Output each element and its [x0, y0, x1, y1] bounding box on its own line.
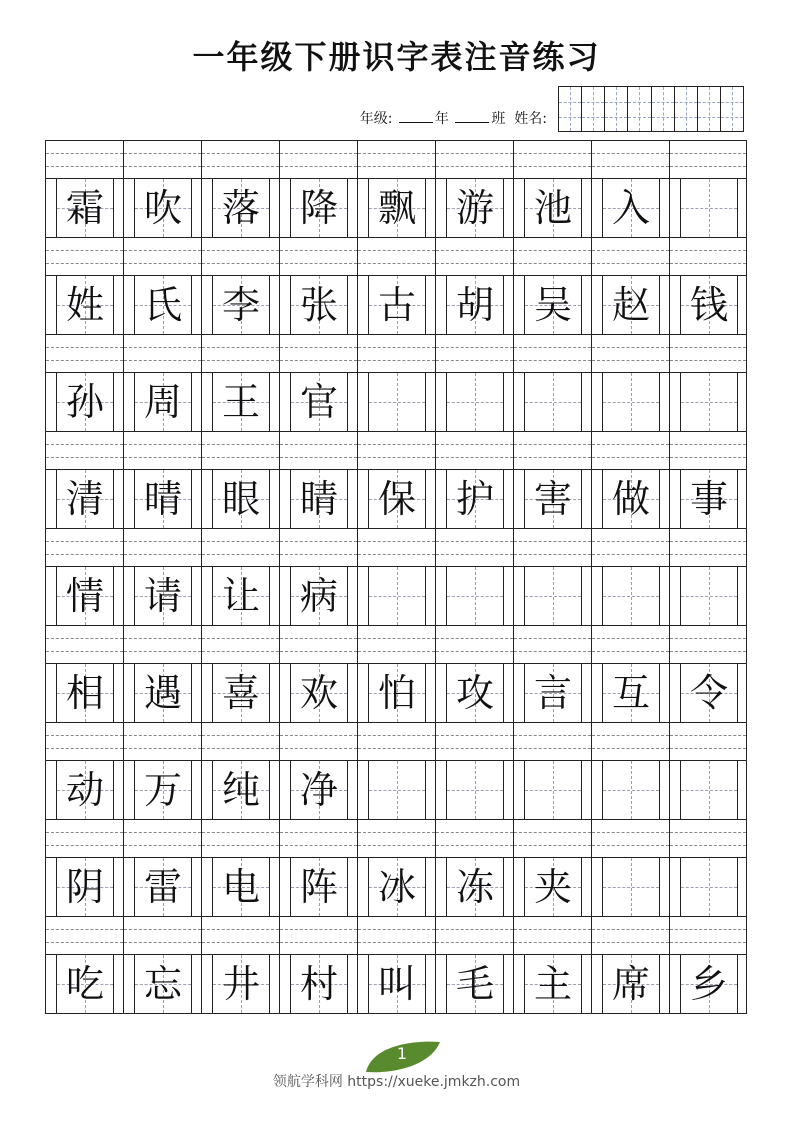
hanzi: 吹	[143, 186, 182, 230]
hanzi: 胡	[455, 283, 494, 327]
hanzi: 阵	[299, 865, 338, 909]
character-cell	[201, 664, 279, 722]
pinyin-cell[interactable]	[201, 140, 279, 178]
hanzi	[670, 761, 748, 819]
character-cell	[435, 858, 513, 916]
hanzi: 动	[65, 768, 104, 812]
hanzi: 王	[221, 380, 260, 424]
pinyin-cell[interactable]	[45, 528, 123, 566]
hanzi: 叫	[377, 962, 416, 1006]
character-row	[45, 857, 747, 916]
pinyin-cell[interactable]	[279, 819, 357, 857]
hanzi: 孙	[65, 380, 104, 424]
character-cell	[279, 276, 357, 334]
character-row	[45, 566, 747, 625]
hanzi	[514, 567, 592, 625]
class-label: 班	[491, 111, 506, 127]
hanzi: 李	[221, 283, 260, 327]
pinyin-row	[45, 916, 747, 954]
hanzi: 忘	[143, 962, 182, 1006]
pinyin-cell[interactable]	[357, 722, 435, 760]
character-cell	[669, 276, 747, 334]
pinyin-cell[interactable]	[669, 334, 747, 372]
character-cell	[45, 276, 123, 334]
character-cell	[513, 373, 591, 431]
character-grid	[45, 140, 747, 1014]
pinyin-cell[interactable]	[513, 916, 591, 954]
pinyin-cell[interactable]	[123, 625, 201, 663]
character-cell	[123, 470, 201, 528]
character-cell	[435, 470, 513, 528]
character-row	[45, 663, 747, 722]
hanzi	[436, 761, 514, 819]
character-cell	[591, 470, 669, 528]
hanzi: 席	[611, 962, 650, 1006]
pinyin-cell[interactable]	[201, 625, 279, 663]
character-cell	[279, 373, 357, 431]
pinyin-row	[45, 722, 747, 760]
hanzi: 情	[65, 574, 104, 618]
character-cell	[357, 276, 435, 334]
pinyin-cell[interactable]	[123, 334, 201, 372]
pinyin-row	[45, 528, 747, 566]
pinyin-cell[interactable]	[201, 916, 279, 954]
character-cell	[123, 276, 201, 334]
hanzi: 言	[533, 671, 572, 715]
pinyin-cell[interactable]	[591, 237, 669, 275]
class-blank[interactable]	[455, 110, 489, 123]
hanzi: 做	[611, 477, 650, 521]
character-cell	[591, 179, 669, 237]
character-cell	[669, 567, 747, 625]
hanzi	[436, 373, 514, 431]
character-row	[45, 178, 747, 237]
grid-bottom-border	[45, 1013, 747, 1014]
pinyin-cell[interactable]	[45, 722, 123, 760]
character-cell	[45, 470, 123, 528]
hanzi	[670, 567, 748, 625]
name-box[interactable]	[721, 87, 743, 131]
character-cell	[435, 664, 513, 722]
pinyin-cell[interactable]	[591, 140, 669, 178]
hanzi: 钱	[689, 283, 728, 327]
hanzi: 请	[143, 574, 182, 618]
hanzi: 池	[533, 186, 572, 230]
pinyin-cell[interactable]	[591, 431, 669, 469]
name-box[interactable]	[582, 87, 605, 131]
hanzi: 遇	[143, 671, 182, 715]
pinyin-cell[interactable]	[357, 625, 435, 663]
character-cell	[513, 858, 591, 916]
character-row	[45, 275, 747, 334]
character-cell	[513, 761, 591, 819]
character-cell	[123, 373, 201, 431]
hanzi: 病	[299, 574, 338, 618]
character-cell	[123, 858, 201, 916]
pinyin-cell[interactable]	[435, 916, 513, 954]
character-cell	[591, 858, 669, 916]
pinyin-cell[interactable]	[279, 237, 357, 275]
character-cell	[123, 761, 201, 819]
pinyin-cell[interactable]	[591, 819, 669, 857]
hanzi	[358, 567, 436, 625]
character-cell	[669, 373, 747, 431]
pinyin-cell[interactable]	[591, 916, 669, 954]
character-cell	[357, 761, 435, 819]
character-cell	[201, 761, 279, 819]
hanzi: 互	[611, 671, 650, 715]
pinyin-cell[interactable]	[357, 431, 435, 469]
character-cell	[357, 567, 435, 625]
character-cell	[591, 761, 669, 819]
pinyin-cell[interactable]	[591, 528, 669, 566]
pinyin-cell[interactable]	[45, 431, 123, 469]
pinyin-cell[interactable]	[513, 431, 591, 469]
hanzi: 赵	[611, 283, 650, 327]
character-cell	[435, 761, 513, 819]
pinyin-cell[interactable]	[45, 237, 123, 275]
hanzi	[670, 373, 748, 431]
character-cell	[591, 276, 669, 334]
pinyin-cell[interactable]	[123, 916, 201, 954]
year-label: 年	[434, 111, 449, 127]
hanzi: 张	[299, 283, 338, 327]
character-cell	[513, 955, 591, 1013]
pinyin-cell[interactable]	[123, 722, 201, 760]
pinyin-cell[interactable]	[513, 528, 591, 566]
hanzi: 古	[377, 283, 416, 327]
name-box[interactable]	[559, 87, 582, 131]
hanzi: 眼	[221, 477, 260, 521]
hanzi: 让	[221, 574, 260, 618]
character-cell	[45, 179, 123, 237]
hanzi: 冻	[455, 865, 494, 909]
character-cell	[45, 761, 123, 819]
character-cell	[201, 858, 279, 916]
pinyin-cell[interactable]	[435, 237, 513, 275]
hanzi: 保	[377, 477, 416, 521]
pinyin-cell[interactable]	[435, 722, 513, 760]
hanzi: 毛	[455, 962, 494, 1006]
pinyin-cell[interactable]	[45, 334, 123, 372]
page-number: 1	[396, 1044, 408, 1063]
character-cell	[357, 858, 435, 916]
character-cell	[357, 955, 435, 1013]
character-cell	[201, 179, 279, 237]
pinyin-cell[interactable]	[435, 431, 513, 469]
hanzi: 欢	[299, 671, 338, 715]
hanzi	[592, 761, 670, 819]
hanzi: 氏	[143, 283, 182, 327]
character-cell	[513, 179, 591, 237]
pinyin-cell[interactable]	[669, 528, 747, 566]
character-cell	[591, 664, 669, 722]
pinyin-row	[45, 625, 747, 663]
hanzi: 事	[689, 477, 728, 521]
pinyin-cell[interactable]	[201, 431, 279, 469]
name-box[interactable]	[675, 87, 698, 131]
name-boxes[interactable]	[558, 86, 744, 132]
character-cell	[357, 470, 435, 528]
name-label: 姓名:	[514, 111, 547, 127]
pinyin-row	[45, 819, 747, 857]
character-cell	[513, 470, 591, 528]
pinyin-cell[interactable]	[279, 528, 357, 566]
character-cell	[435, 276, 513, 334]
character-cell	[45, 664, 123, 722]
hanzi: 睛	[299, 477, 338, 521]
name-box[interactable]	[652, 87, 675, 131]
character-row	[45, 469, 747, 528]
pinyin-row	[45, 334, 747, 372]
character-cell	[45, 955, 123, 1013]
hanzi: 净	[299, 768, 338, 812]
hanzi	[514, 761, 592, 819]
pinyin-cell[interactable]	[123, 237, 201, 275]
pinyin-cell[interactable]	[591, 625, 669, 663]
pinyin-cell[interactable]	[513, 140, 591, 178]
hanzi	[592, 373, 670, 431]
pinyin-cell[interactable]	[513, 237, 591, 275]
hanzi	[358, 373, 436, 431]
name-box[interactable]	[605, 87, 628, 131]
hanzi: 周	[143, 380, 182, 424]
hanzi: 吴	[533, 283, 572, 327]
character-cell	[435, 373, 513, 431]
hanzi: 游	[455, 186, 494, 230]
hanzi	[670, 179, 748, 237]
character-cell	[669, 470, 747, 528]
pinyin-cell[interactable]	[513, 334, 591, 372]
character-cell	[357, 179, 435, 237]
character-cell	[279, 858, 357, 916]
hanzi: 落	[221, 186, 260, 230]
pinyin-cell[interactable]	[123, 528, 201, 566]
character-cell	[45, 858, 123, 916]
hanzi: 降	[299, 186, 338, 230]
pinyin-cell[interactable]	[279, 916, 357, 954]
character-cell	[357, 664, 435, 722]
pinyin-cell[interactable]	[279, 140, 357, 178]
character-cell	[123, 955, 201, 1013]
character-cell	[513, 664, 591, 722]
hanzi: 相	[65, 671, 104, 715]
pinyin-cell[interactable]	[201, 334, 279, 372]
pinyin-cell[interactable]	[435, 528, 513, 566]
pinyin-cell[interactable]	[201, 237, 279, 275]
grade-blank[interactable]	[399, 110, 433, 123]
pinyin-cell[interactable]	[591, 722, 669, 760]
character-cell	[435, 179, 513, 237]
hanzi: 吃	[65, 962, 104, 1006]
student-info	[0, 86, 793, 132]
character-cell	[669, 858, 747, 916]
pinyin-cell[interactable]	[669, 140, 747, 178]
character-cell	[435, 567, 513, 625]
character-cell	[123, 664, 201, 722]
pinyin-row	[45, 431, 747, 469]
hanzi: 令	[689, 671, 728, 715]
hanzi: 乡	[689, 962, 728, 1006]
character-cell	[669, 179, 747, 237]
character-cell	[513, 567, 591, 625]
hanzi: 害	[533, 477, 572, 521]
pinyin-cell[interactable]	[435, 334, 513, 372]
hanzi: 阴	[65, 865, 104, 909]
pinyin-cell[interactable]	[513, 625, 591, 663]
hanzi: 万	[143, 768, 182, 812]
character-cell	[279, 179, 357, 237]
pinyin-cell[interactable]	[669, 916, 747, 954]
character-cell	[123, 179, 201, 237]
character-row	[45, 372, 747, 431]
pinyin-cell[interactable]	[279, 625, 357, 663]
pinyin-cell[interactable]	[123, 140, 201, 178]
pinyin-cell[interactable]	[669, 819, 747, 857]
character-cell	[591, 373, 669, 431]
character-cell	[435, 955, 513, 1013]
name-box[interactable]	[628, 87, 651, 131]
hanzi: 入	[611, 186, 650, 230]
character-cell	[591, 567, 669, 625]
character-cell	[279, 470, 357, 528]
pinyin-cell[interactable]	[201, 722, 279, 760]
pinyin-cell[interactable]	[45, 625, 123, 663]
grade-class-line	[360, 108, 547, 128]
pinyin-cell[interactable]	[123, 431, 201, 469]
character-row	[45, 760, 747, 819]
hanzi	[592, 858, 670, 916]
page-title: 一年级下册识字表注音练习	[192, 38, 601, 76]
hanzi	[670, 858, 748, 916]
pinyin-cell[interactable]	[435, 140, 513, 178]
pinyin-cell[interactable]	[123, 819, 201, 857]
character-cell	[201, 373, 279, 431]
character-cell	[279, 761, 357, 819]
hanzi: 攻	[455, 671, 494, 715]
pinyin-cell[interactable]	[279, 722, 357, 760]
pinyin-cell[interactable]	[279, 431, 357, 469]
character-cell	[669, 761, 747, 819]
hanzi: 雷	[143, 865, 182, 909]
hanzi: 村	[299, 962, 338, 1006]
character-cell	[45, 567, 123, 625]
hanzi: 喜	[221, 671, 260, 715]
pinyin-cell[interactable]	[669, 625, 747, 663]
character-cell	[591, 955, 669, 1013]
hanzi: 晴	[143, 477, 182, 521]
pinyin-cell[interactable]	[513, 819, 591, 857]
pinyin-cell[interactable]	[669, 237, 747, 275]
pinyin-cell[interactable]	[279, 334, 357, 372]
pinyin-row	[45, 237, 747, 275]
character-cell	[45, 373, 123, 431]
character-cell	[513, 276, 591, 334]
character-cell	[357, 373, 435, 431]
hanzi: 电	[221, 865, 260, 909]
character-cell	[279, 664, 357, 722]
grade-label: 年级:	[359, 111, 393, 127]
character-cell	[669, 955, 747, 1013]
pinyin-row	[45, 140, 747, 178]
character-cell	[279, 955, 357, 1013]
character-cell	[123, 567, 201, 625]
pinyin-cell[interactable]	[357, 819, 435, 857]
pinyin-cell[interactable]	[435, 625, 513, 663]
character-cell	[201, 470, 279, 528]
hanzi: 怕	[377, 671, 416, 715]
footer-source: 领航学科网 https://xueke.jmkzh.com	[272, 1074, 521, 1090]
hanzi: 冰	[377, 865, 416, 909]
pinyin-cell[interactable]	[45, 140, 123, 178]
pinyin-cell[interactable]	[201, 528, 279, 566]
hanzi: 夹	[533, 865, 572, 909]
pinyin-cell[interactable]	[357, 528, 435, 566]
character-row	[45, 954, 747, 1013]
character-cell	[669, 664, 747, 722]
hanzi: 霜	[65, 186, 104, 230]
name-box[interactable]	[698, 87, 721, 131]
pinyin-cell[interactable]	[357, 916, 435, 954]
pinyin-cell[interactable]	[513, 722, 591, 760]
pinyin-cell[interactable]	[669, 722, 747, 760]
hanzi	[436, 567, 514, 625]
hanzi: 护	[455, 477, 494, 521]
pinyin-cell[interactable]	[357, 334, 435, 372]
character-cell	[201, 276, 279, 334]
pinyin-cell[interactable]	[45, 916, 123, 954]
character-cell	[201, 567, 279, 625]
hanzi: 井	[221, 962, 260, 1006]
pinyin-cell[interactable]	[591, 334, 669, 372]
character-cell	[201, 955, 279, 1013]
hanzi: 姓	[65, 283, 104, 327]
hanzi	[358, 761, 436, 819]
hanzi: 官	[299, 380, 338, 424]
hanzi: 清	[65, 477, 104, 521]
pinyin-cell[interactable]	[45, 819, 123, 857]
hanzi	[514, 373, 592, 431]
hanzi: 纯	[221, 768, 260, 812]
character-cell	[279, 567, 357, 625]
pinyin-cell[interactable]	[435, 819, 513, 857]
pinyin-cell[interactable]	[357, 140, 435, 178]
pinyin-cell[interactable]	[201, 819, 279, 857]
hanzi: 主	[533, 962, 572, 1006]
pinyin-cell[interactable]	[669, 431, 747, 469]
pinyin-cell[interactable]	[357, 237, 435, 275]
hanzi: 飘	[377, 186, 416, 230]
hanzi	[592, 567, 670, 625]
